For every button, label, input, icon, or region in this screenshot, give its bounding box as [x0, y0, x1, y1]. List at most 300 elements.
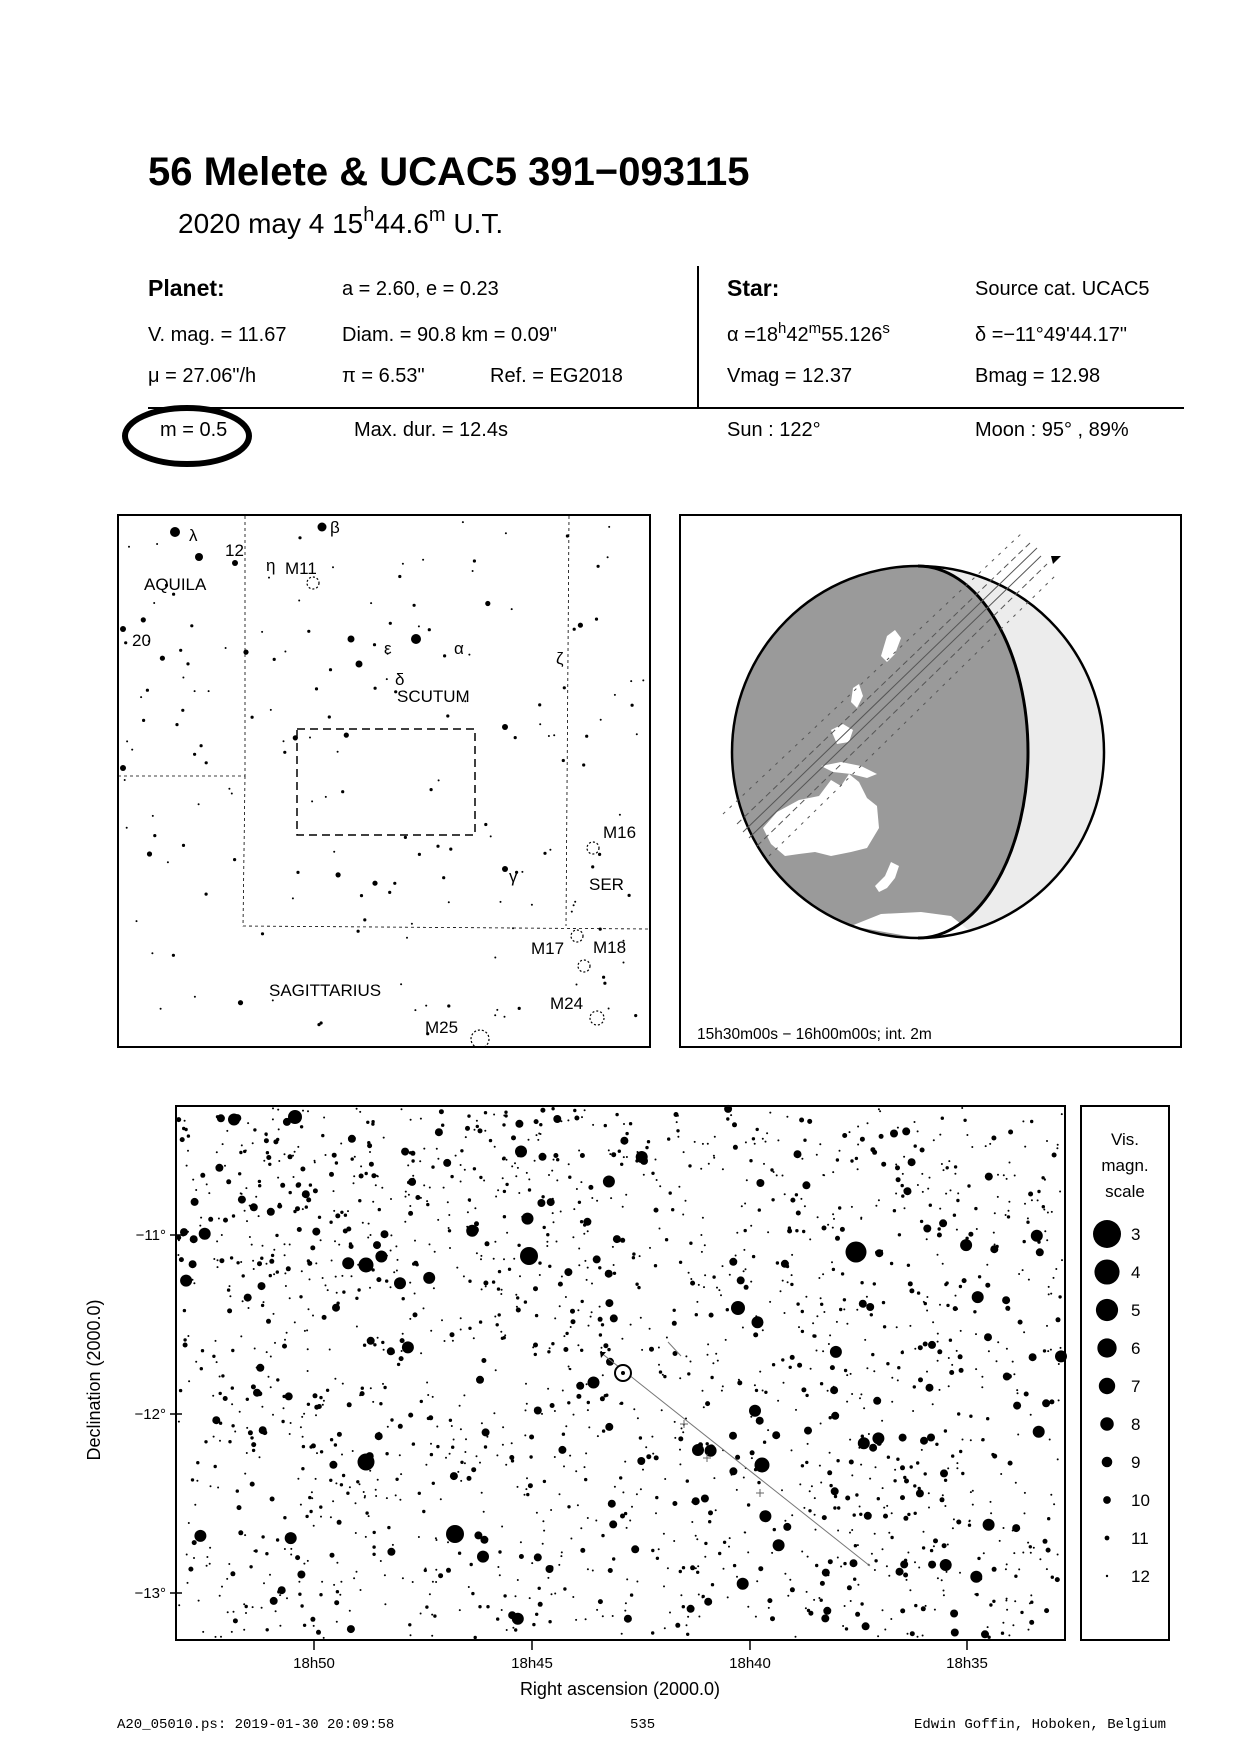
detail-star: [484, 1111, 487, 1114]
finder-chart-svg: [119, 516, 649, 1046]
detail-star: [868, 1433, 870, 1435]
detail-star: [308, 1496, 311, 1499]
detail-star: [866, 1296, 868, 1298]
detail-star: [311, 1497, 313, 1499]
detail-star: [656, 1179, 658, 1181]
detail-star: [823, 1174, 825, 1176]
detail-star: [548, 1174, 550, 1176]
star-heading-text: Star:: [727, 275, 780, 301]
finder-star: [231, 793, 233, 795]
finder-labels: [132, 518, 636, 1037]
detail-star: [682, 1566, 685, 1569]
detail-star: [183, 1343, 188, 1348]
detail-star: [758, 1566, 763, 1571]
detail-star: [678, 1436, 683, 1441]
detail-star: [754, 1384, 756, 1386]
detail-star: [943, 1169, 945, 1171]
detail-star: [1006, 1348, 1008, 1350]
detail-star: [226, 1130, 228, 1132]
detail-star: [376, 1277, 381, 1282]
detail-star: [471, 1592, 474, 1595]
detail-star: [896, 1458, 899, 1461]
detail-star: [903, 1156, 905, 1158]
detail-star: [1046, 1325, 1048, 1327]
m11-marker: [307, 577, 319, 589]
detail-star: [933, 1139, 935, 1141]
footer-file-info: A20_05010.ps: 2019-01-30 20:09:58: [117, 1717, 395, 1733]
detail-star: [729, 1274, 731, 1276]
detail-star: [220, 1636, 222, 1638]
detail-star: [736, 1489, 738, 1491]
detail-star: [762, 1390, 764, 1392]
detail-star: [369, 1470, 371, 1472]
detail-star: [269, 1259, 274, 1264]
detail-star: [384, 1574, 386, 1576]
detail-star: [586, 1383, 588, 1385]
detail-star: [864, 1339, 866, 1341]
detail-star: [440, 1498, 442, 1500]
detail-star: [307, 1259, 310, 1262]
detail-star: [636, 1493, 638, 1495]
detail-star: [943, 1590, 945, 1592]
detail-star: [525, 1409, 527, 1411]
detail-star: [298, 1593, 301, 1596]
detail-star: [744, 1203, 746, 1205]
detail-star: [184, 1128, 187, 1131]
detail-star: [707, 1143, 709, 1145]
finder-star: [336, 872, 341, 877]
detail-star: [636, 1581, 638, 1583]
finder-star: [418, 625, 420, 627]
finder-star: [200, 744, 203, 747]
detail-star: [258, 1180, 261, 1183]
detail-star: [502, 1123, 505, 1126]
detail-star: [184, 1120, 186, 1122]
detail-star: [481, 1358, 486, 1363]
detail-star: [501, 1609, 503, 1611]
detail-star: [534, 1407, 542, 1415]
detail-star: [757, 1481, 760, 1484]
detail-star: [373, 1531, 376, 1534]
detail-star: [399, 1356, 404, 1361]
label-m18: M18: [593, 938, 627, 957]
finder-star: [538, 703, 541, 706]
detail-star: [536, 1134, 538, 1136]
detail-star: [923, 1342, 928, 1347]
finder-star: [373, 643, 376, 646]
detail-star: [776, 1174, 778, 1176]
detail-star: [955, 1295, 957, 1297]
detail-star: [857, 1126, 859, 1128]
detail-star: [334, 1600, 339, 1605]
detail-star: [397, 1259, 399, 1261]
detail-star: [539, 1274, 541, 1276]
detail-star: [379, 1402, 382, 1405]
detail-star: [460, 1164, 462, 1166]
detail-star: [608, 1500, 616, 1508]
detail-star: [667, 1137, 670, 1140]
detail-star: [450, 1332, 455, 1337]
detail-star: [957, 1412, 960, 1415]
detail-star: [1037, 1240, 1040, 1243]
detail-star: [464, 1462, 466, 1464]
detail-star: [737, 1578, 749, 1590]
detail-star: [385, 1452, 388, 1455]
detail-star: [900, 1495, 905, 1500]
detail-star: [601, 1323, 604, 1326]
detail-star: [263, 1582, 265, 1584]
detail-star: [789, 1579, 791, 1581]
detail-star: [270, 1597, 278, 1605]
detail-star: [809, 1490, 811, 1492]
detail-star: [987, 1636, 990, 1639]
detail-star: [801, 1464, 804, 1467]
detail-star: [639, 1255, 641, 1257]
detail-star: [884, 1629, 886, 1631]
detail-star: [572, 1236, 574, 1238]
detail-star: [1056, 1147, 1058, 1149]
detail-star: [502, 1157, 505, 1160]
star-source-catalog: Source cat. UCAC5: [975, 278, 1150, 300]
detail-star: [658, 1347, 660, 1349]
detail-star: [674, 1421, 676, 1423]
detail-star: [340, 1143, 342, 1145]
detail-star: [387, 1548, 395, 1556]
detail-star: [336, 1590, 339, 1593]
legend-magnitude-label: 6: [1131, 1339, 1141, 1358]
detail-star: [679, 1570, 682, 1573]
detail-star: [320, 1516, 322, 1518]
detail-star: [402, 1577, 404, 1579]
finder-star: [167, 861, 169, 863]
detail-star: [423, 1307, 425, 1309]
detail-star: [658, 1548, 660, 1550]
detail-star: [821, 1614, 829, 1622]
label-zeta: ζ: [556, 649, 564, 668]
detail-star: [816, 1350, 818, 1352]
detail-star: [663, 1585, 665, 1587]
detail-star: [319, 1593, 322, 1596]
detail-star: [584, 1260, 586, 1262]
detail-star: [356, 1326, 358, 1328]
detail-star: [1046, 1140, 1048, 1142]
detail-star: [250, 1203, 258, 1211]
detail-star: [496, 1323, 499, 1326]
detail-star: [598, 1266, 601, 1269]
finder-star: [243, 650, 248, 655]
label-epsilon: ε: [384, 639, 392, 658]
detail-star: [878, 1108, 880, 1110]
detail-star: [621, 1633, 623, 1635]
detail-star: [999, 1540, 1001, 1542]
detail-star: [420, 1197, 422, 1199]
detail-star: [1050, 1293, 1052, 1295]
detail-star: [341, 1275, 343, 1277]
finder-star: [518, 1007, 521, 1010]
detail-star: [922, 1191, 924, 1193]
detail-star: [610, 1314, 618, 1322]
detail-star: [851, 1206, 853, 1208]
detail-star: [970, 1439, 972, 1441]
detail-star: [907, 1552, 909, 1554]
detail-star: [795, 1193, 798, 1196]
detail-star: [990, 1245, 998, 1253]
detail-star: [831, 1412, 839, 1420]
detail-star: [534, 1160, 536, 1162]
detail-star: [347, 1210, 349, 1212]
detail-star: [414, 1240, 416, 1242]
detail-star: [329, 1349, 331, 1351]
detail-star: [1008, 1634, 1010, 1636]
detail-star: [248, 1307, 250, 1309]
detail-star: [663, 1533, 665, 1535]
detail-star: [1018, 1320, 1023, 1325]
label-gamma: γ: [509, 867, 518, 886]
detail-star: [718, 1289, 720, 1291]
detail-star: [502, 1426, 504, 1428]
finder-star: [614, 694, 616, 696]
detail-star: [200, 1367, 203, 1370]
detail-star: [960, 1239, 972, 1251]
detail-star: [356, 1480, 359, 1483]
detail-star: [302, 1190, 310, 1198]
detail-star: [550, 1509, 552, 1511]
detail-star: [347, 1402, 352, 1407]
detail-star: [642, 1469, 644, 1471]
detail-star: [568, 1366, 570, 1368]
detail-star: [231, 1349, 234, 1352]
detail-star: [229, 1285, 231, 1287]
detail-star: [807, 1556, 809, 1558]
detail-star: [729, 1258, 737, 1266]
detail-star: [246, 1427, 248, 1429]
finder-star: [574, 901, 576, 903]
detail-star: [820, 1423, 822, 1425]
detail-star: [804, 1427, 812, 1435]
detail-star: [917, 1291, 920, 1294]
detail-star: [385, 1279, 388, 1282]
detail-star: [939, 1389, 941, 1391]
detail-star: [857, 1584, 859, 1586]
legend-magnitude-label: 5: [1131, 1301, 1141, 1320]
finder-bright-star: [411, 634, 421, 644]
detail-star: [581, 1116, 583, 1118]
detail-star: [390, 1250, 392, 1252]
detail-star: [647, 1140, 650, 1143]
detail-star: [224, 1165, 226, 1167]
detail-star: [349, 1486, 351, 1488]
detail-star: [405, 1191, 407, 1193]
detail-star: [198, 1600, 200, 1602]
legend-magnitude-dot: [1100, 1417, 1114, 1431]
detail-star: [623, 1123, 625, 1125]
detail-star: [258, 1215, 260, 1217]
detail-star: [216, 1361, 218, 1363]
detail-star: [1050, 1494, 1052, 1496]
detail-star: [460, 1317, 462, 1319]
finder-star: [418, 853, 421, 856]
detail-star: [961, 1107, 963, 1109]
detail-star: [927, 1434, 935, 1442]
detail-star: [409, 1205, 411, 1207]
detail-star: [469, 1200, 471, 1202]
detail-star: [607, 1348, 610, 1351]
detail-star: [875, 1205, 877, 1207]
detail-star: [953, 1306, 958, 1311]
detail-star: [753, 1332, 758, 1337]
detail-star: [196, 1480, 198, 1482]
detail-star: [847, 1585, 852, 1590]
detail-star: [210, 1485, 212, 1487]
detail-star: [492, 1280, 495, 1283]
detail-star: [504, 1111, 507, 1114]
detail-star: [476, 1125, 479, 1128]
detail-star: [509, 1455, 514, 1460]
detail-star: [859, 1506, 861, 1508]
detail-star: [382, 1383, 384, 1385]
detail-star: [261, 1406, 263, 1408]
detail-star: [318, 1216, 321, 1219]
detail-star: [674, 1112, 679, 1117]
detail-star: [247, 1122, 249, 1124]
detail-star: [1056, 1317, 1061, 1322]
detail-star: [526, 1403, 528, 1405]
detail-star: [820, 1303, 823, 1306]
planet-orbit: a = 2.60, e = 0.23: [342, 278, 499, 300]
detail-star: [409, 1282, 411, 1284]
finder-star: [389, 622, 392, 625]
detail-star: [707, 1343, 709, 1345]
detail-star: [359, 1394, 361, 1396]
detail-star: [605, 1270, 613, 1278]
detail-star: [751, 1457, 753, 1459]
detail-star: [762, 1138, 764, 1140]
detail-star: [565, 1332, 568, 1335]
detail-bright-star: [846, 1242, 867, 1263]
detail-star: [991, 1136, 996, 1141]
finder-star: [414, 1009, 416, 1011]
detail-star: [992, 1567, 997, 1572]
y-tick-label: −11°: [135, 1227, 166, 1244]
detail-star: [314, 1160, 316, 1162]
detail-star: [710, 1376, 713, 1379]
detail-star: [1049, 1399, 1054, 1404]
finder-star: [571, 911, 573, 913]
detail-star: [576, 1394, 581, 1399]
detail-star: [827, 1390, 829, 1392]
detail-star: [947, 1467, 949, 1469]
detail-star: [560, 1211, 562, 1213]
detail-star: [790, 1198, 795, 1203]
detail-star: [551, 1170, 553, 1172]
detail-star: [587, 1517, 589, 1519]
globe-panel: [679, 514, 1182, 1048]
detail-star: [217, 1266, 219, 1268]
detail-star: [1043, 1349, 1046, 1352]
detail-star: [873, 1282, 876, 1285]
detail-star: [429, 1593, 431, 1595]
detail-star: [891, 1512, 893, 1514]
finder-star: [251, 716, 254, 719]
detail-star: [270, 1386, 272, 1388]
detail-star: [815, 1564, 818, 1567]
detail-star: [358, 1199, 361, 1202]
detail-star: [178, 1604, 180, 1606]
detail-star: [939, 1134, 941, 1136]
detail-star: [381, 1230, 389, 1238]
detail-star: [695, 1567, 697, 1569]
finder-star: [315, 687, 318, 690]
detail-star: [870, 1313, 873, 1316]
detail-star: [383, 1349, 385, 1351]
m16-marker: [587, 842, 599, 854]
detail-star: [252, 1260, 254, 1262]
y-tick-label: −12°: [134, 1406, 166, 1423]
detail-star: [922, 1546, 925, 1549]
detail-star: [756, 1417, 764, 1425]
planet-parallax: π = 6.53": [342, 365, 425, 387]
detail-star: [904, 1207, 906, 1209]
detail-star: [851, 1529, 853, 1531]
detail-star: [219, 1376, 221, 1378]
detail-star: [817, 1216, 819, 1218]
detail-star: [1044, 1230, 1046, 1232]
detail-star: [226, 1179, 231, 1184]
detail-star: [787, 1595, 789, 1597]
finder-star: [531, 904, 533, 906]
detail-star: [217, 1487, 219, 1489]
detail-star: [468, 1280, 471, 1283]
detail-star: [832, 1227, 834, 1229]
detail-star: [874, 1559, 877, 1562]
detail-star: [194, 1530, 206, 1542]
detail-star: [1037, 1199, 1039, 1201]
detail-star: [479, 1176, 482, 1179]
detail-star: [297, 1571, 305, 1579]
detail-star: [546, 1241, 548, 1243]
detail-star: [608, 1149, 610, 1151]
detail-star: [651, 1549, 654, 1552]
detail-star: [212, 1355, 215, 1358]
detail-star: [822, 1226, 827, 1231]
detail-star: [227, 1308, 232, 1313]
detail-star: [1024, 1512, 1026, 1514]
detail-star: [244, 1294, 252, 1302]
detail-star: [465, 1126, 470, 1131]
detail-star: [613, 1235, 621, 1243]
detail-star: [266, 1155, 271, 1160]
detail-star: [605, 1394, 608, 1397]
detail-star: [381, 1187, 383, 1189]
detail-star: [1042, 1399, 1050, 1407]
detail-star: [906, 1579, 908, 1581]
detail-star: [879, 1110, 881, 1112]
detail-star: [187, 1150, 189, 1152]
detail-star: [675, 1623, 680, 1628]
detail-star: [348, 1135, 356, 1143]
finder-star: [642, 679, 644, 681]
detail-star: [755, 1389, 758, 1392]
detail-star: [300, 1125, 303, 1128]
detail-star: [629, 1520, 631, 1522]
detail-star: [631, 1545, 639, 1553]
detail-star: [722, 1385, 724, 1387]
detail-star: [253, 1128, 256, 1131]
detail-star: [1047, 1517, 1050, 1520]
detail-star: [591, 1311, 593, 1313]
detail-star: [402, 1341, 414, 1353]
detail-star: [290, 1548, 292, 1550]
